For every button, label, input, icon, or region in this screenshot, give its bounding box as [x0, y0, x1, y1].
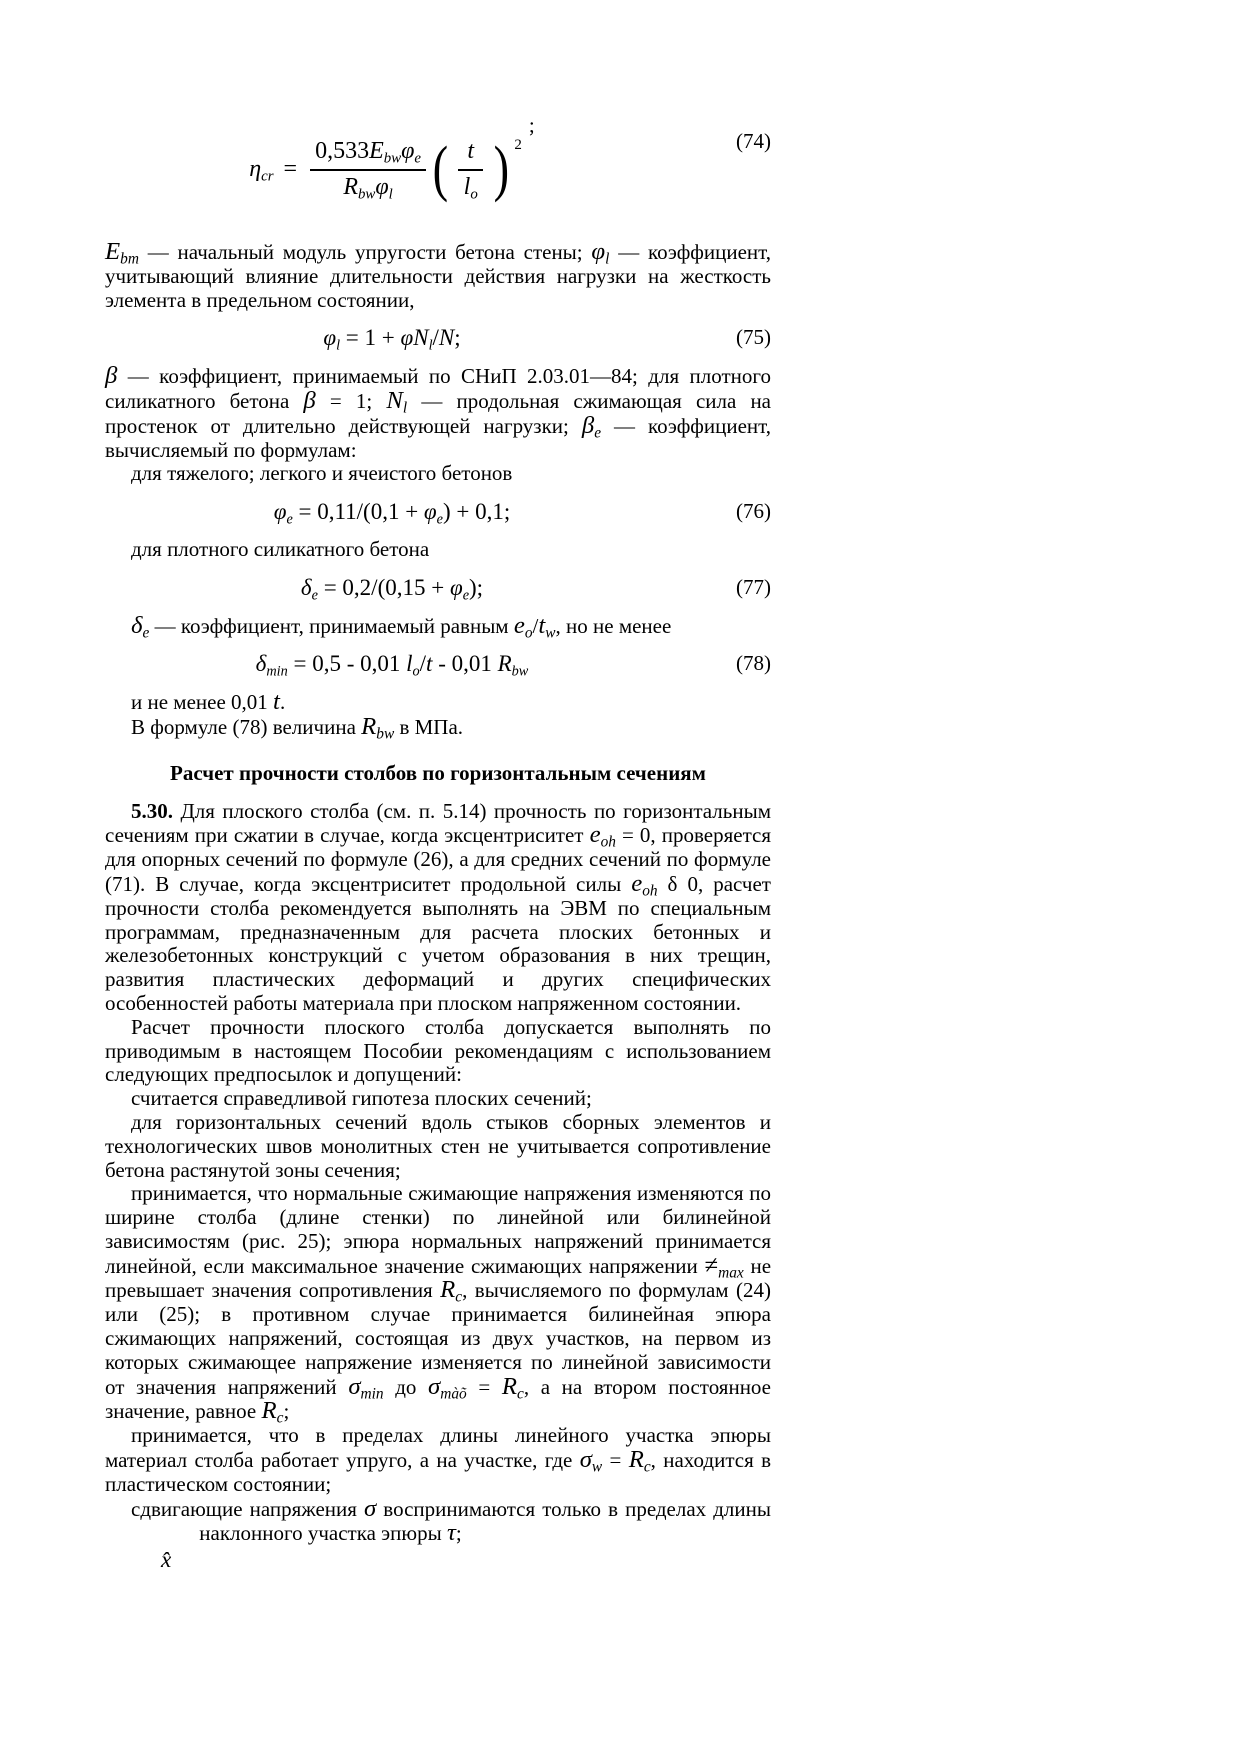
- formula-76: [105, 499, 771, 528]
- exponent: 2: [514, 137, 522, 154]
- text-run: принимается, что в пределах длины линейного участка эпюры материал столба работает упруго, а на участке, где: [105, 1423, 771, 1473]
- text-run: — начальный модуль упругости бетона стены;: [138, 240, 592, 264]
- text-run: φ: [400, 325, 414, 351]
- subscript: e: [142, 624, 150, 642]
- text-run: — коэффициент, принимаемый по СНиП 2.03.01—84; для плотного силикатного бетона: [105, 364, 771, 413]
- fraction-numerator: [310, 138, 426, 171]
- text-run: — коэффициент, принимаемый равным: [149, 613, 514, 638]
- text-run: $R_{bw}$: [361, 712, 395, 743]
- line-heavy-concrete: [105, 462, 771, 486]
- paragraph-stress-distribution: [105, 1181, 772, 1428]
- right-paren: ): [493, 135, 509, 204]
- eta-variable: [249, 156, 274, 185]
- text-run: = 0,2/(0,15 +: [317, 574, 450, 600]
- text-run: , но не менее: [555, 613, 672, 638]
- formula-number-78: (78): [736, 651, 771, 676]
- text-run: в МПа.: [394, 714, 464, 739]
- text-run: $\delta_e$: [131, 611, 150, 642]
- text-run: =: [602, 1448, 629, 1473]
- text-run: ;: [283, 1399, 290, 1424]
- text-column: [105, 112, 772, 1573]
- subscript: c: [276, 1410, 284, 1428]
- text-run: $R_c$: [628, 1446, 651, 1476]
- text-run: β: [303, 386, 316, 414]
- section-heading: Расчет прочности столбов по горизонтальным сечениям: [170, 760, 706, 785]
- subscript: màõ: [440, 1385, 467, 1403]
- text-run: /: [532, 613, 539, 638]
- text-run: .: [279, 690, 286, 715]
- formula-number-75: (75): [736, 325, 771, 350]
- text-run: , находится в пластическом состоянии;: [105, 1448, 771, 1496]
- text-run: воспринимаются только в пределах длины: [376, 1496, 771, 1521]
- text-run: $E_{bw}$: [369, 138, 402, 167]
- text-run: =: [466, 1374, 502, 1399]
- text-run: $\varphi_e$: [273, 499, 293, 528]
- text-run: $e_{oh}$: [589, 821, 616, 851]
- text-run: N: [438, 325, 455, 351]
- text-run: δ 0, расчет прочности столба рекомендуется выполнять на ЭВМ по специальным программам, предназначенным для расчета плоских бетонных и железобетонных конструкций с учетом образования в них трещин, развития пластических деформаций и других специфических особенностей работы материала при плоском напряженном состоянии.: [105, 871, 771, 1015]
- subscript: max: [718, 1264, 744, 1282]
- formula-74-expression: [249, 113, 535, 204]
- formula-number-76: (76): [736, 499, 771, 524]
- text-run: $e_o$: [513, 611, 533, 642]
- subscript: l: [336, 337, 341, 354]
- subscript: e: [311, 587, 318, 604]
- paragraph-shear-stress: [105, 1494, 771, 1573]
- subscript: e: [462, 587, 470, 604]
- text-run: Расчет прочности плоского столба допускается выполнять по приводимым в настоящем Пособии рекомендациям с использованием следующих предпосылок и допущений:: [105, 1014, 771, 1087]
- paragraph-beta-definition: [105, 364, 771, 462]
- paren-numerator: [458, 138, 483, 171]
- text-run: t: [273, 688, 280, 716]
- text-run: $\varphi_l$: [375, 174, 393, 203]
- subscript: e: [286, 511, 293, 528]
- formula-78: [105, 651, 771, 680]
- text-run: /: [432, 325, 439, 351]
- eta-subscript: cr: [261, 168, 274, 185]
- paren-fraction: [455, 138, 487, 201]
- subscript: o: [412, 663, 420, 680]
- subscript: bw: [357, 186, 376, 203]
- formula-number-77: (77): [736, 574, 771, 599]
- formula-75-expression: [323, 325, 461, 354]
- text-run: $\varphi_l$: [323, 325, 341, 354]
- line-plane-sections: [105, 1087, 771, 1111]
- line-in-formula-78: [105, 712, 771, 743]
- text-run: 0,533: [315, 138, 370, 165]
- subscript: e: [414, 150, 421, 167]
- subscript: min: [266, 663, 288, 680]
- text-run: — продольная сжимающая сила на простенок от длительно действующей нагрузки;: [105, 388, 771, 438]
- paragraph-raschet: [105, 1016, 771, 1087]
- text-run: τ: [446, 1519, 456, 1547]
- text-run: ;: [454, 325, 461, 351]
- subscript: bw: [376, 725, 395, 743]
- text-run: — коэффициент, вычисляемый по формулам:: [105, 413, 771, 462]
- text-run: $\sigma_{min}$: [348, 1372, 384, 1403]
- formula-75: [105, 325, 771, 354]
- subscript: oh: [600, 833, 616, 851]
- text-run: $\varphi_e$: [423, 499, 443, 528]
- subscript: oh: [642, 882, 658, 900]
- subscript: o: [470, 186, 478, 203]
- eta-symbol: η: [249, 156, 262, 183]
- text-run: $\delta_{min}$: [255, 651, 288, 680]
- main-fraction: [310, 138, 426, 201]
- subscript: l: [388, 186, 393, 203]
- text-run: $R_{bw}$: [343, 174, 376, 203]
- text-run: и не менее 0,01: [131, 690, 274, 715]
- text-run: $R_c$: [501, 1372, 524, 1403]
- text-run: ) + 0,1;: [442, 499, 511, 525]
- text-run: x̂: [161, 1546, 172, 1573]
- equals-sign: =: [283, 156, 298, 183]
- subscript: c: [517, 1385, 524, 1403]
- text-run: $\ne_{max}$: [704, 1251, 744, 1282]
- line-not-less: [105, 690, 771, 715]
- text-run: — коэффициент, учитывающий влияние длительности действия нагрузки на жесткость элемента в предельном состоянии,: [105, 240, 771, 312]
- text-run: $R_c$: [261, 1397, 284, 1428]
- subscript: o: [524, 624, 533, 642]
- text-run: не превышает значения сопротивления: [105, 1253, 772, 1303]
- text-run: $R_c$: [440, 1276, 463, 1307]
- text-run: для плотного силикатного бетона: [131, 536, 430, 561]
- text-run: $\beta_e$: [581, 411, 602, 442]
- text-run: $E_{bm}$: [105, 238, 139, 268]
- text-run: = 0, проверяется для опорных сечений по формуле (26), а для средних сечений по формуле (71). В случае, когда эксцентриситет продольной силы: [105, 823, 771, 896]
- text-run: $\varphi_e$: [449, 574, 470, 604]
- formula-number-74: (74): [736, 129, 771, 153]
- text-run: - 0,01: [432, 651, 498, 677]
- formula-77: [105, 574, 771, 604]
- text-run: $\varphi_e$: [401, 138, 421, 167]
- formula-74: [105, 112, 771, 228]
- semicolon: ;: [528, 113, 535, 138]
- text-run: $\sigma_w$: [579, 1446, 603, 1476]
- formula-77-expression: [300, 574, 484, 604]
- text-run: $l_o$: [406, 651, 420, 680]
- subscript: min: [360, 1385, 384, 1403]
- text-run: β: [105, 362, 118, 390]
- subscript: w: [591, 1458, 603, 1476]
- text-run: $R_{bw}$: [497, 651, 529, 680]
- text-run: принимается, что нормальные сжимающие напряжения изменяются по ширине столба (длине стенки) по линейной или билинейной зависимостям (рис. 25); эпюра нормальных напряжений принимается линейной, если максимальное значение сжимающих напряжении: [105, 1181, 771, 1278]
- text-run: , вычисляемого по формулам (24) или (25); в противном случае принимается билинейная эпюра сжимающих напряжений, состоящая из двух участков, на первом из которых сжимающее напряжение изменяется по линейной зависимости от значения напряжений: [105, 1278, 771, 1399]
- subscript: bw: [383, 150, 402, 167]
- text-run: $N_l$: [386, 386, 408, 417]
- text-run: = 0,11/(0,1 +: [292, 499, 424, 525]
- paragraph-ebm-definition: [105, 240, 771, 312]
- text-run: до: [383, 1374, 429, 1399]
- text-run: сдвигающие напряжения: [131, 1496, 365, 1521]
- text-run: = 1;: [315, 388, 387, 413]
- subscript: c: [455, 1289, 463, 1307]
- text-run: = 1 +: [340, 325, 401, 351]
- paragraph-horizontal-joints: [105, 1111, 771, 1182]
- subscript: e: [594, 424, 602, 442]
- paragraph-delta-definition: [105, 611, 771, 642]
- subscript: bm: [120, 250, 139, 268]
- text-run: t: [467, 138, 475, 165]
- text-run: σ: [364, 1494, 377, 1522]
- paragraph-5-30: [105, 800, 771, 1016]
- text-run: /: [419, 651, 427, 677]
- line-dense-silicate: [105, 538, 771, 562]
- text-run: $N_l$: [413, 325, 433, 354]
- text-run: );: [469, 574, 484, 600]
- text-run: 5.30.: [131, 798, 173, 823]
- text-run: Для плоского столба (см. п. 5.14) прочность по горизонтальным сечениям при сжатии в случае, когда эксцентриситет: [105, 798, 771, 848]
- text-run: В формуле (78) величина: [131, 714, 362, 739]
- subscript: e: [436, 511, 443, 528]
- text-run: ;: [455, 1521, 462, 1546]
- text-run: $\varphi_l$: [591, 238, 610, 268]
- text-run: наклонного участка эпюры: [199, 1521, 447, 1546]
- formula-76-expression: [273, 499, 511, 528]
- subscript: w: [545, 624, 556, 642]
- subscript: l: [428, 337, 433, 354]
- paren-denominator: [455, 171, 487, 202]
- text-run: $\delta_e$: [300, 574, 318, 604]
- text-run: $t_w$: [538, 611, 556, 642]
- text-run: $\sigma_{màõ}$: [428, 1372, 467, 1403]
- text-run: , а на втором постоянное значение, равное: [105, 1374, 772, 1424]
- text-run: для горизонтальных сечений вдоль стыков сборных элементов и технологических швов монолитных стен не учитывается сопротивление бетона растянутой зоны сечения;: [105, 1109, 771, 1182]
- subscript: c: [643, 1458, 651, 1476]
- subscript: l: [605, 250, 610, 268]
- text-run: считается справедливой гипотеза плоских сечений;: [131, 1086, 592, 1111]
- text-run: $l_o$: [463, 174, 478, 203]
- text-run: = 0,5 - 0,01: [287, 651, 407, 677]
- paragraph-elastic-plastic: [105, 1424, 771, 1496]
- text-run: $e_{oh}$: [631, 869, 658, 900]
- formula-78-expression: [255, 651, 529, 680]
- text-run: для тяжелого; легкого и ячеистого бетонов: [131, 461, 513, 486]
- left-paren: (: [432, 135, 449, 204]
- subscript: l: [402, 399, 408, 417]
- text-run: t: [426, 651, 433, 677]
- subscript: bw: [511, 663, 529, 680]
- fraction-denominator: [338, 171, 397, 202]
